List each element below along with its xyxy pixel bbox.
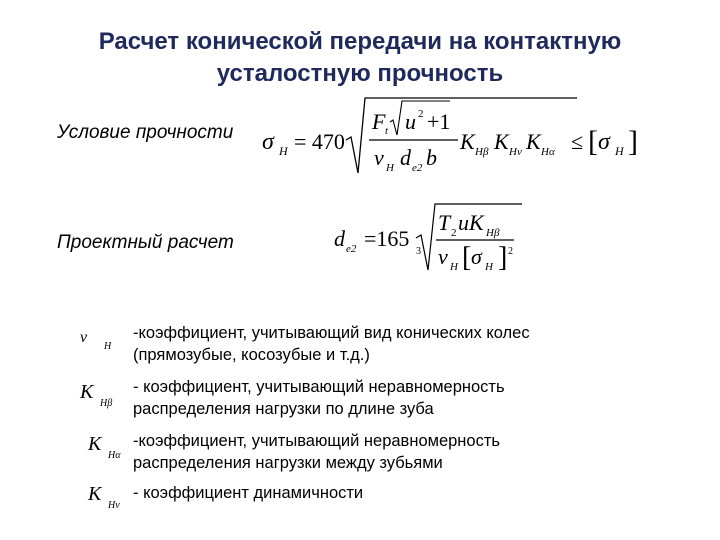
svg-text:d: d: [334, 226, 345, 251]
svg-text:e2: e2: [412, 162, 423, 174]
svg-text:t: t: [385, 125, 389, 137]
definition-text: [133, 482, 693, 504]
svg-text:H: H: [386, 162, 394, 174]
definition-text: [133, 376, 693, 420]
strength-condition-label: Условие прочности: [57, 122, 234, 143]
svg-text:H: H: [104, 341, 112, 352]
svg-text:ν: ν: [80, 329, 88, 346]
svg-text:H: H: [450, 261, 458, 273]
svg-text:=165: =165: [364, 226, 410, 251]
svg-text:K: K: [494, 129, 509, 154]
svg-text:e2: e2: [346, 243, 357, 255]
definition-line-2: распределения нагрузки между зубьями: [133, 454, 443, 472]
definition-line-1: - коэффициент динамичности: [133, 484, 364, 502]
strength-condition-formula: [262, 95, 662, 185]
svg-text:≤: ≤: [571, 129, 584, 154]
svg-text:σ: σ: [471, 244, 482, 269]
svg-text:u: u: [405, 109, 416, 134]
svg-text:K: K: [460, 129, 475, 154]
svg-text:]: ]: [498, 242, 508, 273]
nu-h-symbol-icon: [78, 322, 128, 356]
svg-text:b: b: [426, 145, 437, 170]
svg-text:d: d: [400, 145, 411, 170]
svg-text:uK: uK: [458, 210, 484, 235]
svg-text:[: [: [462, 242, 472, 273]
svg-text:Hβ: Hβ: [486, 227, 500, 239]
design-calculation-formula: [332, 200, 532, 285]
definition-line-2: (прямозубые, косозубые и т.д.): [133, 346, 370, 364]
svg-text:Hv: Hv: [509, 146, 522, 158]
svg-text:Hα: Hα: [541, 146, 555, 158]
svg-text:ν: ν: [374, 145, 384, 170]
svg-text:F: F: [372, 109, 386, 134]
svg-text:2: 2: [508, 246, 513, 257]
definition-line-2: распределения нагрузки по длине зуба: [133, 400, 434, 418]
page-title: [0, 26, 720, 90]
svg-text:H: H: [279, 144, 288, 158]
definition-line-1: -коэффициент, учитывающий вид конических колес: [133, 324, 530, 342]
svg-text:= 470: = 470: [294, 129, 345, 154]
definition-text: [133, 430, 693, 474]
svg-text:Hv: Hv: [108, 500, 120, 511]
svg-text:H: H: [485, 261, 493, 273]
svg-text:σ: σ: [598, 129, 610, 155]
svg-text:H: H: [615, 144, 624, 158]
svg-text:ν: ν: [438, 244, 448, 269]
title-line-1: Расчет конической передачи на контактную: [98, 28, 622, 55]
svg-text:2: 2: [451, 227, 457, 239]
svg-text:K: K: [80, 381, 94, 403]
svg-text:K: K: [526, 129, 541, 154]
svg-text:σ: σ: [262, 129, 274, 155]
k-h-v-symbol-icon: [78, 482, 128, 516]
svg-text:K: K: [88, 483, 102, 505]
definition-line-1: - коэффициент, учитывающий неравномерность: [133, 378, 505, 396]
definition-text: [133, 322, 693, 366]
svg-text:3: 3: [416, 246, 421, 257]
title-line-2: усталостную прочность: [216, 60, 504, 87]
svg-text:[: [: [588, 125, 598, 158]
svg-text:+1: +1: [427, 109, 451, 134]
definition-line-1: -коэффициент, учитывающий неравномерность: [133, 432, 501, 450]
k-h-alpha-symbol-icon: [78, 430, 128, 464]
svg-text:K: K: [88, 433, 102, 455]
svg-text:]: ]: [628, 125, 638, 158]
design-calculation-label: Проектный расчет: [57, 232, 234, 253]
svg-text:Hβ: Hβ: [475, 146, 489, 158]
svg-text:2: 2: [418, 108, 424, 120]
k-h-beta-symbol-icon: [78, 376, 128, 410]
svg-text:T: T: [438, 210, 451, 235]
svg-text:Hβ: Hβ: [100, 398, 113, 409]
svg-text:Hα: Hα: [108, 450, 121, 461]
